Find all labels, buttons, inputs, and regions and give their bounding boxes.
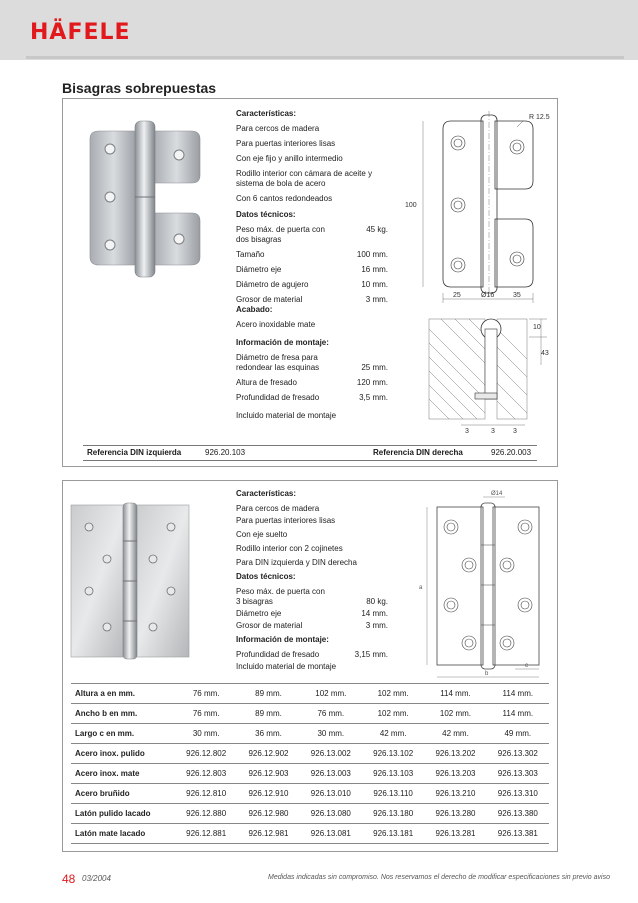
width-dim-1: 25 bbox=[453, 292, 461, 299]
spec-row bbox=[236, 265, 388, 275]
feature-item: Con 6 cantos redondeados bbox=[236, 194, 333, 203]
table-cell: 30 mm. bbox=[300, 724, 362, 744]
spec-label: Diámetro eje bbox=[236, 265, 282, 274]
montaje-row bbox=[236, 393, 388, 403]
spec-row bbox=[236, 250, 388, 260]
base-dim-3: 3 bbox=[513, 428, 517, 435]
table-row bbox=[71, 824, 549, 844]
table-cell: 926.13.080 bbox=[300, 804, 362, 824]
spec-row bbox=[236, 225, 388, 245]
spec-label: Diámetro eje bbox=[236, 609, 282, 618]
brand-logo: HÄFELE bbox=[30, 20, 131, 45]
table-cell: 30 mm. bbox=[175, 724, 237, 744]
table-cell: 102 mm. bbox=[362, 704, 424, 724]
table-cell: 926.12.902 bbox=[237, 744, 299, 764]
table-cell: 926.13.110 bbox=[362, 784, 424, 804]
table-cell: 76 mm. bbox=[175, 704, 237, 724]
spec-label: Grosor de material bbox=[236, 621, 303, 630]
feature-item: Para DIN izquierda y DIN derecha bbox=[236, 558, 357, 567]
feature-item: Para cercos de madera bbox=[236, 124, 320, 133]
table-row bbox=[71, 784, 549, 804]
row-label: Latón pulido lacado bbox=[71, 804, 175, 824]
montaje-value: 3,5 mm. bbox=[359, 393, 388, 402]
table-cell: 926.13.010 bbox=[300, 784, 362, 804]
spec-label: Peso máx. de puerta con dos bisagras bbox=[236, 225, 325, 244]
table-cell: 926.12.910 bbox=[237, 784, 299, 804]
datos-heading: Datos técnicos: bbox=[236, 572, 296, 581]
row-label: Latón mate lacado bbox=[71, 824, 175, 844]
spec-value: 3 mm. bbox=[365, 621, 388, 630]
specs-2 bbox=[236, 489, 388, 672]
spec-value: 16 mm. bbox=[361, 265, 388, 274]
table-cell: 926.13.081 bbox=[300, 824, 362, 844]
table-cell: 926.12.803 bbox=[175, 764, 237, 784]
spec-label: Peso máx. de puerta con 3 bisagras bbox=[236, 587, 325, 606]
feature-item: Para puertas interiores lisas bbox=[236, 516, 336, 525]
table-cell: 926.13.303 bbox=[487, 764, 549, 784]
table-cell: 926.12.981 bbox=[237, 824, 299, 844]
depth-dim-1: 10 bbox=[533, 324, 541, 331]
acabado-value: Acero inoxidable mate bbox=[236, 320, 316, 329]
montaje-row bbox=[236, 650, 388, 660]
pin-dim-label: Ø14 bbox=[491, 491, 503, 497]
table-cell: 114 mm. bbox=[487, 684, 549, 704]
row-label: Largo c en mm. bbox=[71, 724, 175, 744]
reference-row bbox=[83, 445, 537, 461]
feature-item: Para cercos de madera bbox=[236, 504, 320, 513]
ref-left-value: 926.20.103 bbox=[205, 448, 246, 457]
row-label: Acero inox. pulido bbox=[71, 744, 175, 764]
dimensions-table bbox=[71, 683, 549, 844]
table-cell: 926.13.181 bbox=[362, 824, 424, 844]
table-cell: 89 mm. bbox=[237, 684, 299, 704]
hinge-drawing-1 bbox=[401, 107, 551, 437]
table-cell: 926.13.180 bbox=[362, 804, 424, 824]
feature-item: Con eje suelto bbox=[236, 530, 288, 539]
table-row bbox=[71, 744, 549, 764]
incluido-note: Incluido material de montaje bbox=[236, 411, 337, 420]
table-cell: 114 mm. bbox=[487, 704, 549, 724]
table-cell: 102 mm. bbox=[300, 684, 362, 704]
table-row bbox=[71, 704, 549, 724]
spec-label: Grosor de material bbox=[236, 295, 303, 304]
product-panel-1 bbox=[62, 98, 558, 467]
table-cell: 76 mm. bbox=[175, 684, 237, 704]
datos-heading: Datos técnicos: bbox=[236, 210, 296, 219]
hinge-photo-2 bbox=[67, 501, 193, 661]
acabado-heading: Acabado: bbox=[236, 305, 273, 314]
spec-value: 3 mm. bbox=[365, 295, 388, 304]
montaje-value: 3,15 mm. bbox=[354, 650, 388, 659]
feature-item: Con eje fijo y anillo intermedio bbox=[236, 154, 343, 163]
incluido-note: Incluido material de montaje bbox=[236, 662, 337, 671]
footer-date: 03/2004 bbox=[82, 874, 111, 883]
header-rule bbox=[26, 56, 624, 59]
ref-left-label: Referencia DIN izquierda bbox=[87, 448, 182, 457]
feature-item: Para puertas interiores lisas bbox=[236, 139, 336, 148]
spec-row bbox=[236, 295, 388, 305]
table-cell: 926.12.881 bbox=[175, 824, 237, 844]
montaje-heading: Información de montaje: bbox=[236, 635, 329, 644]
table-cell: 926.12.880 bbox=[175, 804, 237, 824]
table-cell: 926.13.002 bbox=[300, 744, 362, 764]
montaje-label: Profundidad de fresado bbox=[236, 393, 320, 402]
spec-value: 45 kg. bbox=[366, 225, 388, 234]
table-cell: 114 mm. bbox=[424, 684, 486, 704]
page-header bbox=[0, 0, 638, 60]
montaje-label: Diámetro de fresa para redondear las esquinas bbox=[236, 353, 320, 372]
spec-row bbox=[236, 587, 388, 607]
radius-label: R 12.5 bbox=[529, 114, 550, 121]
spec-label: Tamaño bbox=[236, 250, 265, 259]
montaje-value: 25 mm. bbox=[361, 363, 388, 372]
product-panel-2 bbox=[62, 480, 558, 852]
montaje-heading: Información de montaje: bbox=[236, 338, 329, 347]
page-title: Bisagras sobrepuestas bbox=[62, 80, 217, 96]
table-cell: 102 mm. bbox=[424, 704, 486, 724]
ref-right-value: 926.20.003 bbox=[491, 448, 532, 457]
page-number: 48 bbox=[62, 872, 76, 886]
table-row bbox=[71, 684, 549, 704]
table-cell: 89 mm. bbox=[237, 704, 299, 724]
montaje-row bbox=[236, 378, 388, 388]
caracteristicas-heading: Características: bbox=[236, 489, 297, 498]
table-cell: 926.13.102 bbox=[362, 744, 424, 764]
dim-c-label: c bbox=[525, 663, 528, 669]
table-row bbox=[71, 724, 549, 744]
spec-value: 80 kg. bbox=[366, 597, 388, 606]
table-cell: 36 mm. bbox=[237, 724, 299, 744]
specs-1 bbox=[236, 109, 388, 421]
table-cell: 926.13.310 bbox=[487, 784, 549, 804]
dim-b-label: b bbox=[485, 671, 489, 677]
ref-right-label: Referencia DIN derecha bbox=[373, 448, 463, 457]
table-cell: 42 mm. bbox=[424, 724, 486, 744]
footer-disclaimer: Medidas indicadas sin compromiso. Nos reservamos el derecho de modificar especificaciones sin previo aviso bbox=[268, 874, 610, 881]
table-cell: 926.12.810 bbox=[175, 784, 237, 804]
table-cell: 926.12.980 bbox=[237, 804, 299, 824]
table-cell: 926.13.103 bbox=[362, 764, 424, 784]
spec-row bbox=[236, 621, 388, 631]
spec-value: 14 mm. bbox=[361, 609, 388, 618]
hinge-drawing-2 bbox=[415, 485, 555, 681]
table-cell: 926.13.210 bbox=[424, 784, 486, 804]
spec-value: 10 mm. bbox=[361, 280, 388, 289]
row-label: Acero inox. mate bbox=[71, 764, 175, 784]
table-cell: 926.12.802 bbox=[175, 744, 237, 764]
table-cell: 926.13.280 bbox=[424, 804, 486, 824]
spec-row bbox=[236, 609, 388, 619]
montaje-label: Altura de fresado bbox=[236, 378, 297, 387]
table-cell: 102 mm. bbox=[362, 684, 424, 704]
spec-label: Diámetro de agujero bbox=[236, 280, 309, 289]
table-cell: 926.13.302 bbox=[487, 744, 549, 764]
spec-row bbox=[236, 280, 388, 290]
width-dim-2: Ø16 bbox=[481, 292, 495, 299]
table-cell: 926.12.903 bbox=[237, 764, 299, 784]
base-dim-1: 3 bbox=[465, 428, 469, 435]
caracteristicas-heading: Características: bbox=[236, 109, 297, 118]
montaje-label: Profundidad de fresado bbox=[236, 650, 320, 659]
table-cell: 926.13.381 bbox=[487, 824, 549, 844]
row-label: Acero bruñido bbox=[71, 784, 175, 804]
montaje-row bbox=[236, 353, 388, 373]
table-row bbox=[71, 804, 549, 824]
feature-item: Rodillo interior con 2 cojinetes bbox=[236, 544, 343, 553]
table-cell: 49 mm. bbox=[487, 724, 549, 744]
table-cell: 926.13.202 bbox=[424, 744, 486, 764]
table-cell: 926.13.203 bbox=[424, 764, 486, 784]
row-label: Ancho b en mm. bbox=[71, 704, 175, 724]
montaje-value: 120 mm. bbox=[356, 378, 388, 387]
height-dim-label: 100 bbox=[405, 202, 417, 209]
table-cell: 926.13.003 bbox=[300, 764, 362, 784]
feature-item: Rodillo interior con cámara de aceite y sistema de bola de acero bbox=[236, 169, 373, 188]
table-cell: 926.13.281 bbox=[424, 824, 486, 844]
depth-dim-2: 43 bbox=[541, 350, 549, 357]
table-cell: 926.13.380 bbox=[487, 804, 549, 824]
width-dim-3: 35 bbox=[513, 292, 521, 299]
table-row bbox=[71, 764, 549, 784]
table-cell: 42 mm. bbox=[362, 724, 424, 744]
base-dim-2: 3 bbox=[491, 428, 495, 435]
table-cell: 76 mm. bbox=[300, 704, 362, 724]
row-label: Altura a en mm. bbox=[71, 684, 175, 704]
spec-value: 100 mm. bbox=[356, 250, 388, 259]
dim-a-label: a bbox=[419, 585, 423, 591]
hinge-photo-1 bbox=[75, 115, 215, 285]
